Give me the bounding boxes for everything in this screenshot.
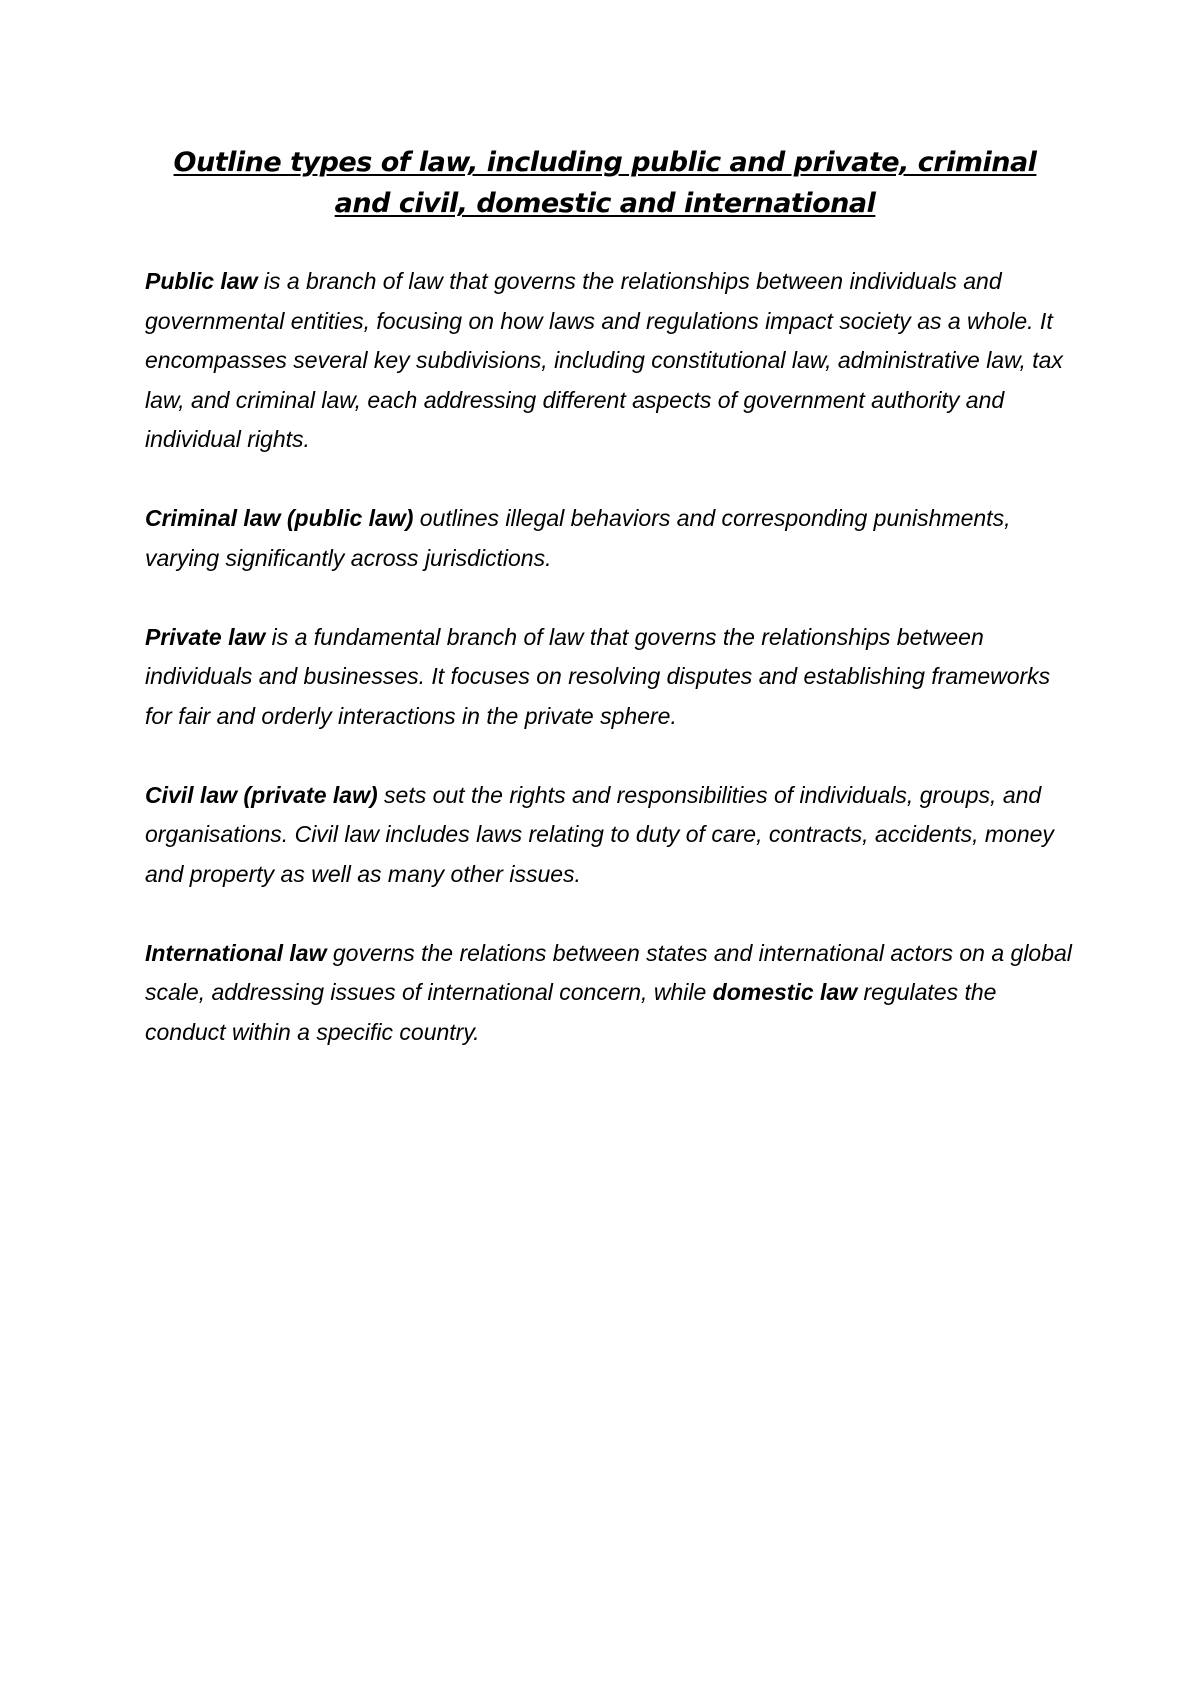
term-domestic-law: domestic law — [712, 979, 858, 1005]
paragraph-text: is a branch of law that governs the relationships between individuals and governmental entities, focusing on how laws and regulations impact society as a whole. It encompasses several key subdivisions, including constitutional law, administrative law, tax law, and criminal law, each addressing different aspects of government authority and individual rights. — [145, 268, 1063, 452]
term-civil-law: Civil law (private law) — [145, 781, 378, 808]
term-private-law: Private law — [145, 623, 266, 650]
paragraph-text: sets out the rights and responsibilities of individuals, groups, and organisations. Civil law includes laws relating to duty of care, contracts, accidents, money and property as well as many other issues. — [145, 781, 1054, 887]
term-international-law: International law — [145, 939, 327, 966]
document-body — [145, 262, 1075, 1092]
document-title: Outline types of law, including public and private, criminal and civil, domestic and international — [173, 147, 1037, 219]
paragraph-text: outlines illegal behaviors and corresponding punishments, varying significantly across jurisdictions. — [145, 505, 1011, 571]
paragraph-criminal-law — [145, 499, 1075, 578]
term-public-law: Public law — [145, 268, 258, 294]
paragraph-international-law — [145, 934, 1075, 1053]
paragraph-private-law — [145, 618, 1075, 737]
paragraph-civil-law — [145, 776, 1075, 895]
term-criminal-law: Criminal law (public law) — [145, 505, 414, 531]
paragraph-text: is a fundamental branch of law that governs the relationships between individuals and businesses. It focuses on resolving disputes and establishing frameworks for fair and orderly interactions in the private sphere. — [145, 623, 1051, 729]
paragraph-public-law — [145, 262, 1075, 460]
paragraph-text: regulates the conduct within a specific country. — [145, 979, 997, 1045]
paragraph-text: governs the relations between states and international actors on a global scale, addressing issues of international concern, while — [145, 939, 1072, 1005]
